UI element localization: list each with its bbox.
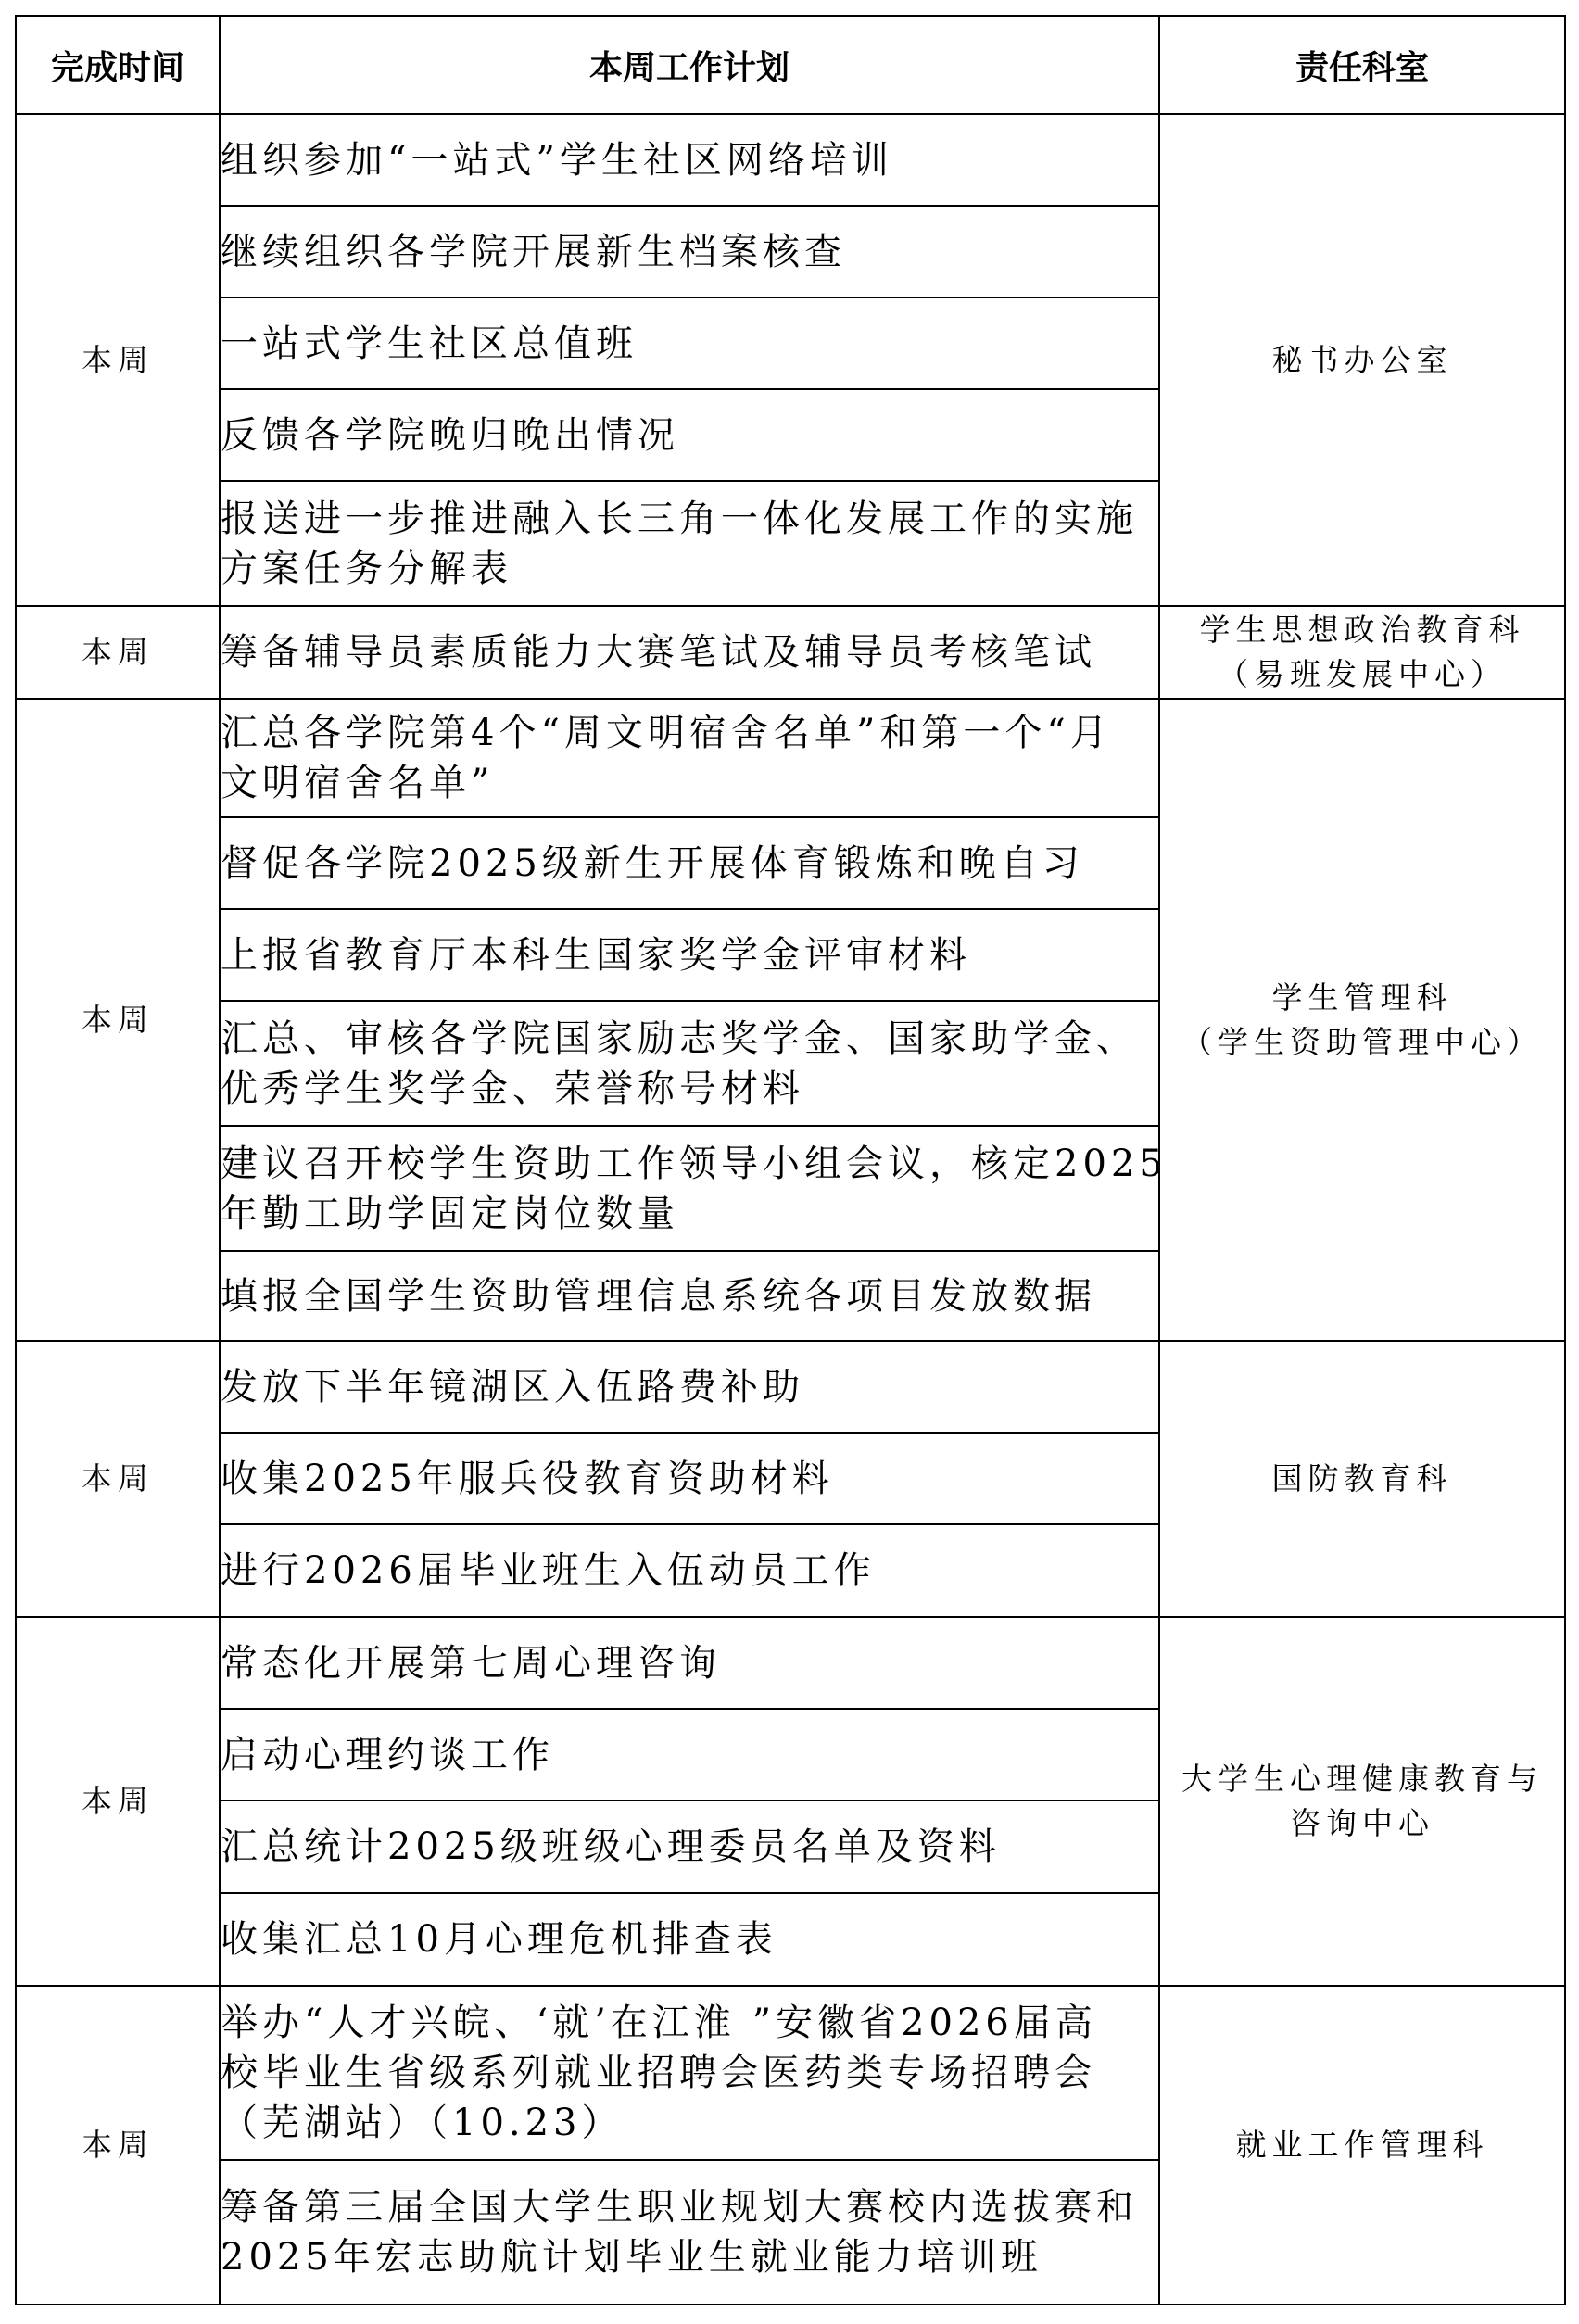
- task-cell: [220, 206, 1159, 297]
- table-row: [16, 1617, 1565, 1709]
- work-plan-table: [15, 15, 1566, 2305]
- task-cell: [220, 1709, 1159, 1800]
- dept-name-line: 国防教育科: [1271, 1460, 1453, 1497]
- task-cell: [220, 699, 1159, 817]
- task-text-line: 2025年宏志助航计划毕业生就业能力培训班: [221, 2236, 1042, 2279]
- task-text-line: 方案任务分解表: [221, 547, 512, 590]
- dept-name-line: 咨询中心: [1290, 1805, 1434, 1841]
- completion-time-text: 本周: [82, 1783, 154, 1819]
- completion-time-cell: [16, 699, 220, 1341]
- task-cell: [220, 389, 1159, 481]
- dept-name-line: 学生管理科: [1271, 979, 1453, 1016]
- task-text-line: 进行2026届毕业班生入伍动员工作: [221, 1549, 876, 1592]
- task-text-line: （芜湖站）（10.23）: [221, 2102, 624, 2144]
- completion-time-text: 本周: [82, 1460, 154, 1497]
- dept-cell-secretary-office: [1159, 114, 1565, 606]
- task-text-line: 反馈各学院晚归晚出情况: [221, 413, 679, 457]
- table-row: [16, 606, 1565, 699]
- dept-name-line: 秘书办公室: [1271, 341, 1453, 378]
- dept-cell-employment-management: [1159, 1986, 1565, 2305]
- task-text-line: 汇总、审核各学院国家励志奖学金、国家助学金、: [221, 1017, 1138, 1060]
- dept-name-line: （易班发展中心）: [1218, 656, 1507, 692]
- task-cell: [220, 1251, 1159, 1341]
- task-cell: [220, 1001, 1159, 1126]
- task-cell: [220, 1986, 1159, 2160]
- completion-time-cell: [16, 114, 220, 606]
- task-text-line: 发放下半年镜湖区入伍路费补助: [221, 1365, 804, 1408]
- task-text-line: 一站式学生社区总值班: [221, 322, 638, 365]
- task-text-line: 填报全国学生资助管理信息系统各项目发放数据: [221, 1274, 1096, 1318]
- task-text-line: 督促各学院2025级新生开展体育锻炼和晚自习: [221, 841, 1084, 885]
- task-text-line: 筹备第三届全国大学生职业规划大赛校内选拔赛和: [221, 2186, 1138, 2229]
- dept-cell-national-defense-education: [1159, 1341, 1565, 1617]
- task-cell: [220, 1433, 1159, 1524]
- task-text-line: 启动心理约谈工作: [221, 1733, 554, 1776]
- header-weekly-plan: 本周工作计划: [220, 16, 1159, 114]
- table-row: [16, 699, 1565, 817]
- task-text-line: 优秀学生奖学金、荣誉称号材料: [221, 1067, 804, 1110]
- header-responsible-dept: 责任科室: [1159, 16, 1565, 114]
- completion-time-cell: [16, 1986, 220, 2305]
- dept-name-line: 学生思想政治教育科: [1199, 612, 1525, 648]
- completion-time-text: 本周: [82, 2127, 154, 2163]
- task-text-line: 上报省教育厅本科生国家奖学金评审材料: [221, 933, 971, 977]
- task-cell: [220, 909, 1159, 1001]
- task-cell: [220, 1126, 1168, 1251]
- dept-cell-student-management: [1159, 699, 1565, 1341]
- task-cell: [220, 481, 1159, 606]
- task-cell: [220, 114, 1159, 206]
- task-text-line: 收集汇总10月心理危机排查表: [221, 1918, 777, 1961]
- task-cell: [220, 1800, 1159, 1893]
- completion-time-cell: [16, 1617, 220, 1986]
- task-text-line: 收集2025年服兵役教育资助材料: [221, 1457, 834, 1500]
- task-text-line: 报送进一步推进融入长三角一体化发展工作的实施: [221, 497, 1138, 540]
- task-cell: [220, 1893, 1159, 1986]
- completion-time-text: 本周: [82, 634, 154, 670]
- dept-name-line: 就业工作管理科: [1235, 2127, 1489, 2163]
- completion-time-cell: [16, 1341, 220, 1617]
- completion-time-cell: [16, 606, 220, 699]
- task-text-line: 常态化开展第七周心理咨询: [221, 1641, 721, 1685]
- task-text-line: 建议召开校学生资助工作领导小组会议，核定2025: [221, 1142, 1168, 1185]
- table-row: [16, 1341, 1565, 1433]
- task-text-line: 继续组织各学院开展新生档案核查: [221, 230, 846, 273]
- header-row: [16, 16, 1565, 114]
- task-cell: [220, 1617, 1159, 1709]
- task-text-line: 文明宿舍名单”: [221, 762, 495, 804]
- task-cell: [220, 1341, 1159, 1433]
- task-text-line: 汇总各学院第4个“周文明宿舍名单”和第一个“月: [221, 712, 1112, 754]
- task-cell: [220, 2160, 1159, 2305]
- task-cell: [220, 606, 1159, 699]
- task-text-line: 汇总统计2025级班级心理委员名单及资料: [221, 1825, 1001, 1868]
- dept-cell-ideological-education: [1159, 606, 1565, 699]
- task-text-line: 举办“人才兴皖、‘就’在江淮 ”安徽省2026届高: [221, 2002, 1097, 2044]
- task-cell: [220, 817, 1159, 909]
- plan-table-body: [16, 114, 1565, 2305]
- task-text-line: 校毕业生省级系列就业招聘会医药类专场招聘会: [221, 2052, 1096, 2094]
- task-cell: [220, 297, 1159, 389]
- task-cell: [220, 1524, 1159, 1617]
- table-row: [16, 1986, 1565, 2160]
- task-text-line: 组织参加“一站式”学生社区网络培训: [221, 138, 893, 182]
- dept-name-line: （学生资助管理中心）: [1181, 1023, 1543, 1060]
- header-completion-time: 完成时间: [16, 16, 220, 114]
- dept-name-line: 大学生心理健康教育与: [1181, 1761, 1543, 1797]
- task-text-line: 年勤工助学固定岗位数量: [221, 1192, 679, 1235]
- dept-cell-mental-health-center: [1159, 1617, 1565, 1986]
- table-row: [16, 114, 1565, 206]
- completion-time-text: 本周: [82, 341, 154, 378]
- completion-time-text: 本周: [82, 1001, 154, 1038]
- task-text-line: 筹备辅导员素质能力大赛笔试及辅导员考核笔试: [221, 631, 1096, 674]
